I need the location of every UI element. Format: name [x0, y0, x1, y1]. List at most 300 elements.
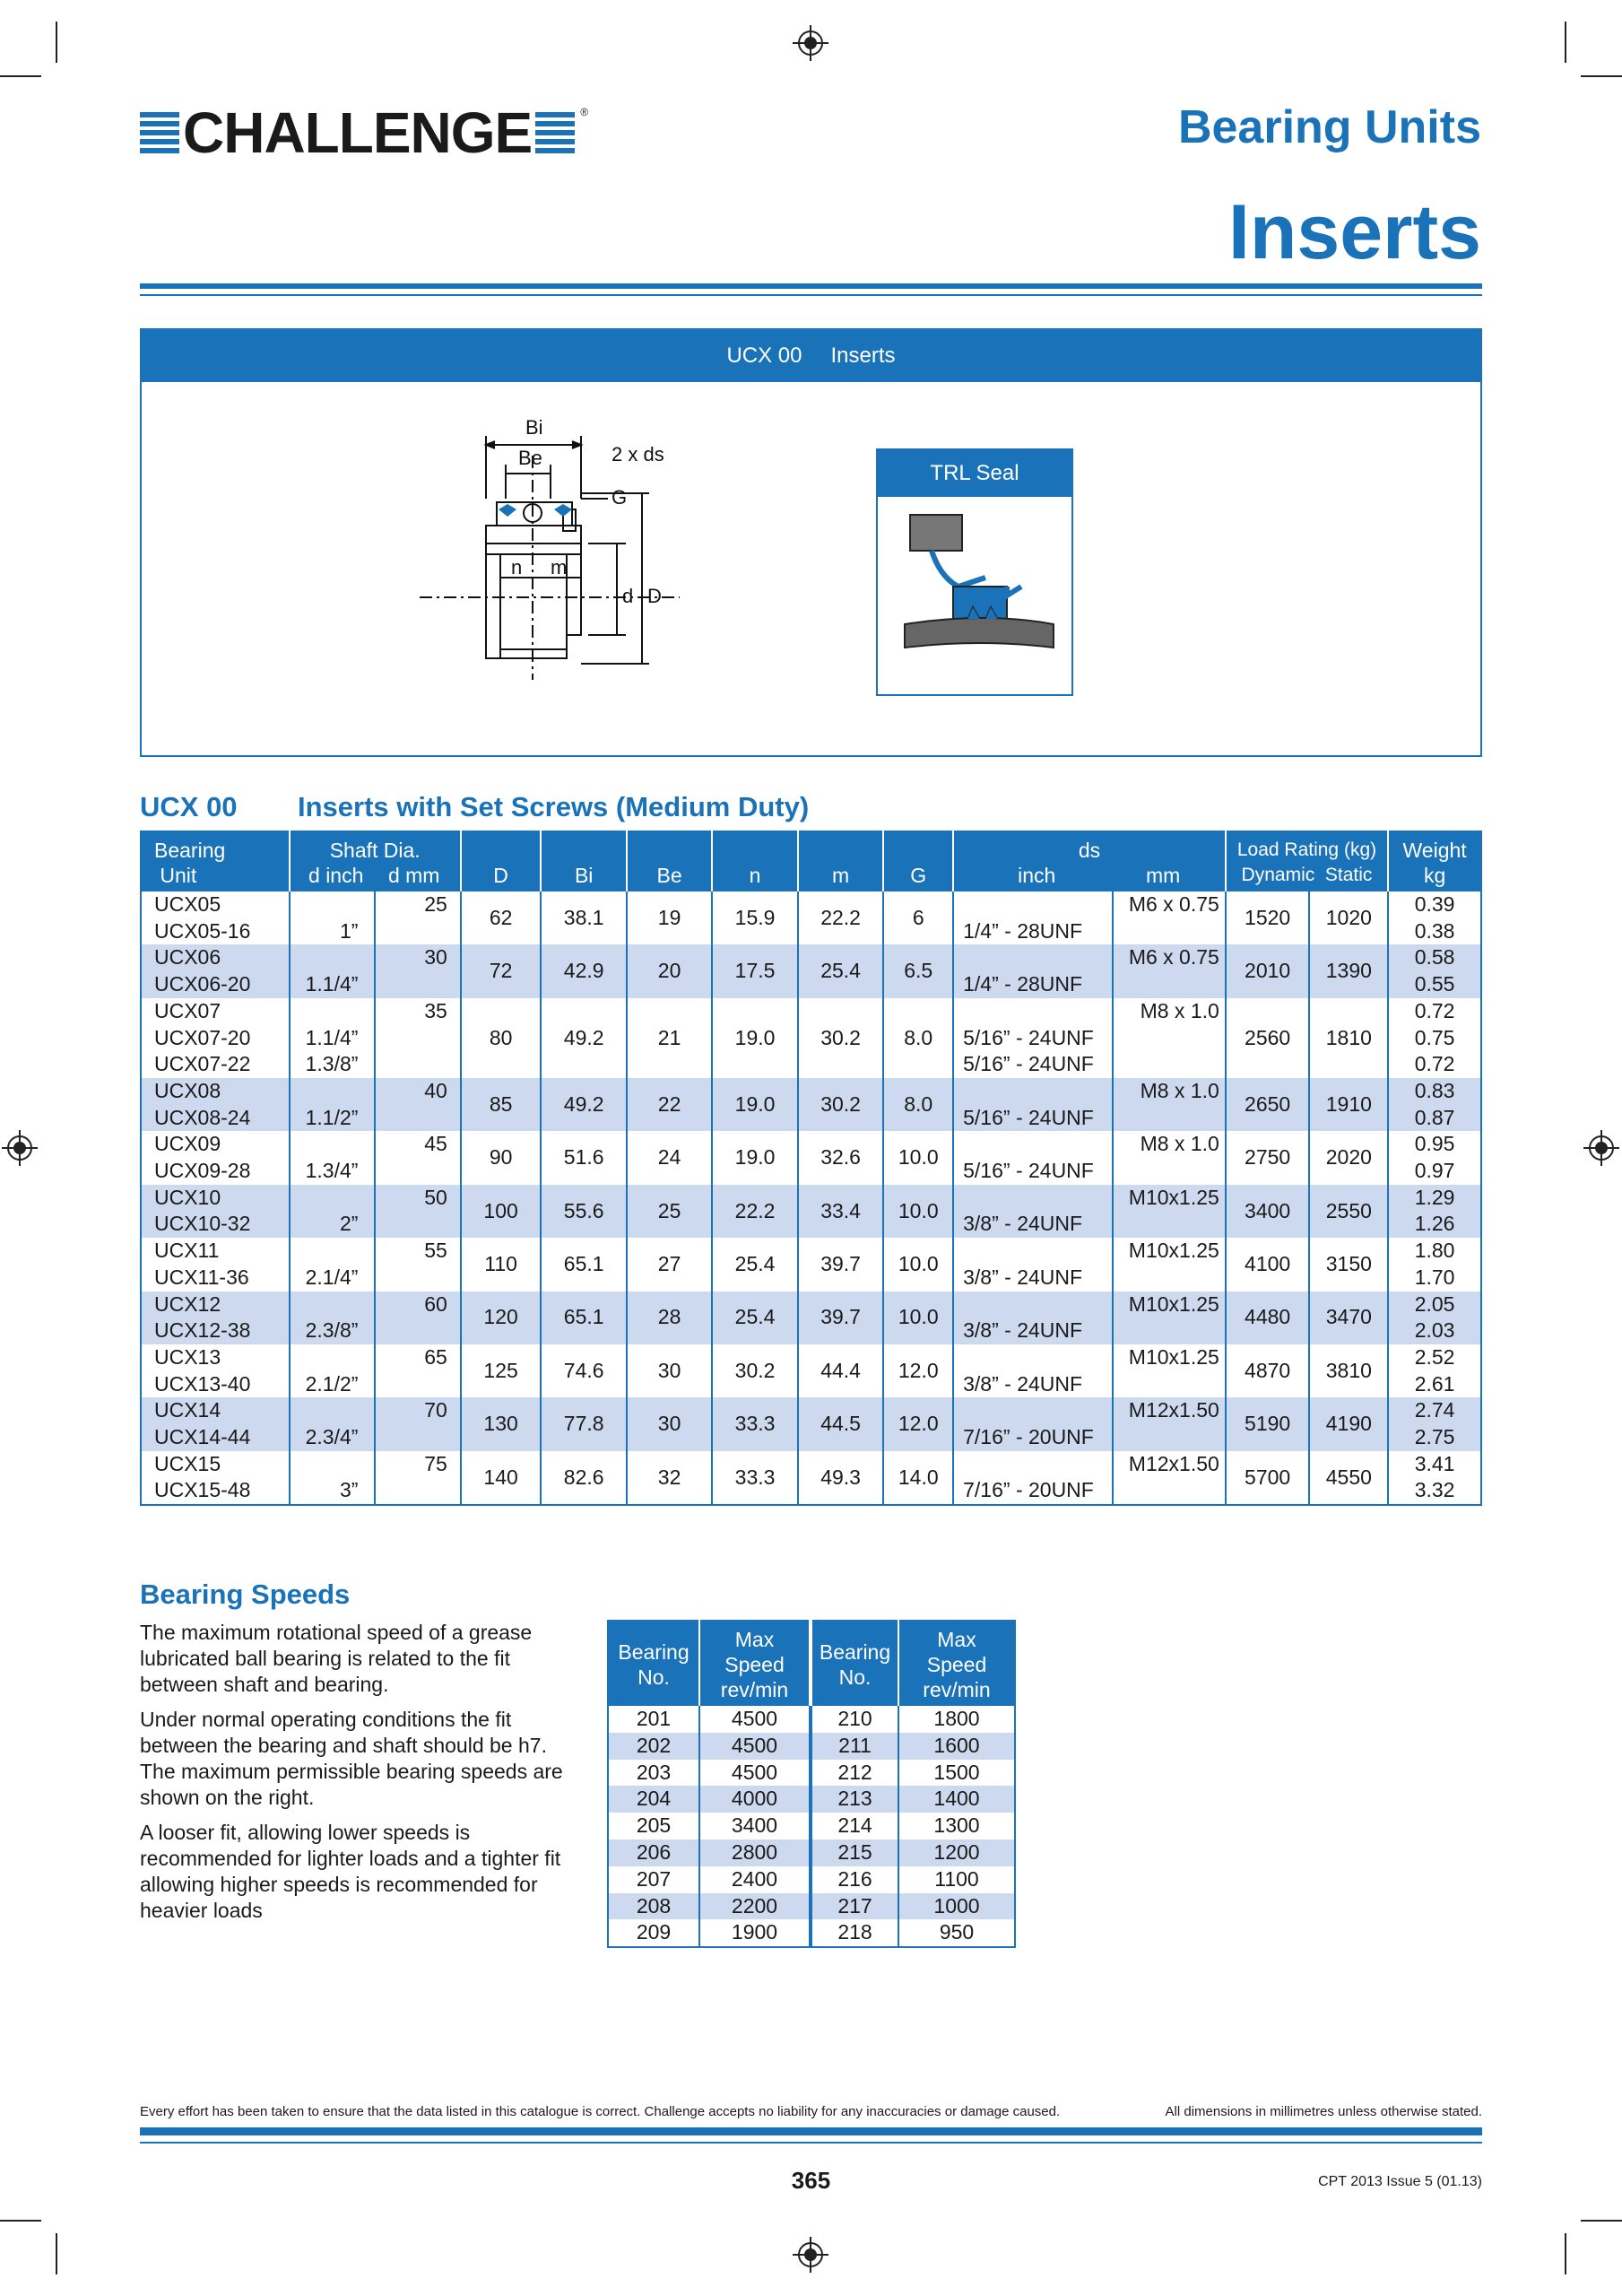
cell-bearing-no: 212: [811, 1760, 898, 1787]
cell-stat: 1020: [1309, 891, 1388, 944]
table-row: [608, 1919, 1015, 1947]
cell-bearing-no: 207: [636, 1866, 672, 1891]
cell-line: [1119, 1265, 1219, 1292]
footer-note: [140, 2104, 1482, 2119]
cell-mm: [375, 891, 460, 944]
cell-ds_mm: [1113, 944, 1226, 997]
cell-max-speed: 2400: [699, 1866, 811, 1893]
cell-G: 12.0: [883, 1344, 953, 1397]
cell-G: 10.0: [883, 1292, 953, 1344]
cell-ds_inch: [953, 1397, 1113, 1450]
crop-mark: [1565, 22, 1566, 63]
table-row: [608, 1866, 1015, 1893]
cell-line: [381, 918, 447, 945]
cell-line: 25: [424, 892, 447, 916]
cell-units: [141, 944, 290, 997]
cell-max-speed: 4500: [699, 1706, 811, 1733]
cell-mm: [375, 1131, 460, 1184]
col-ds: ds inch mm: [953, 831, 1226, 891]
cell-Bi: 42.9: [541, 944, 627, 997]
cell-line: 50: [424, 1185, 447, 1209]
cell-line: 2.1/2”: [305, 1371, 359, 1396]
col-bi: Bi: [541, 831, 627, 891]
cell-line: M10x1.25: [1128, 1239, 1219, 1263]
cell-ds_inch: [953, 891, 1113, 944]
cell-stat: 3810: [1309, 1344, 1388, 1397]
label-ds: 2 x ds: [612, 443, 664, 465]
cell-G: 6.5: [883, 944, 953, 997]
cell-line: 0.72: [1414, 998, 1455, 1022]
col-n: n: [712, 831, 798, 891]
table-row: [608, 1760, 1015, 1787]
cell-m: 44.5: [798, 1397, 884, 1450]
cell-line: 75: [424, 1451, 447, 1475]
cell-line: [381, 1265, 447, 1292]
table-row: [608, 1706, 1015, 1733]
col-shaft-dia: Shaft Dia. d inch d mm: [290, 831, 461, 891]
cell-line: [296, 891, 359, 918]
cell-G: 12.0: [883, 1397, 953, 1450]
cell-line: M12x1.50: [1128, 1398, 1219, 1422]
cell-Bi: 38.1: [541, 891, 627, 944]
brand-logo: [140, 100, 589, 165]
cell-line: [296, 1131, 359, 1158]
cell-max-speed: 950: [898, 1919, 1015, 1947]
cell-Be: 28: [627, 1292, 712, 1344]
cell-line: 0.72: [1414, 1052, 1455, 1076]
bearing-insert-drawing: [411, 420, 859, 725]
table-row: [141, 998, 1481, 1078]
diagram-panel: [140, 328, 1482, 757]
ucx-inserts-table: [140, 831, 1482, 1506]
cell-G: 8.0: [883, 998, 953, 1078]
cell-bearing-no: 217: [811, 1893, 898, 1920]
label-be: Be: [518, 447, 542, 469]
cell-bearing-no: 215: [811, 1839, 898, 1866]
cell-line: M6 x 0.75: [1128, 945, 1219, 970]
cell-D: 100: [461, 1185, 542, 1238]
cell-dyn: 4480: [1226, 1292, 1310, 1344]
registration-mark-icon: [1583, 1130, 1619, 1166]
table-row: [608, 1813, 1015, 1839]
cell-m: 30.2: [798, 998, 884, 1078]
speeds-paragraph: Under normal operating conditions the fit between the bearing and shaft should be h7. The maximum permissible bearing speeds are shown on the right.: [140, 1708, 563, 1809]
crop-mark: [1565, 2233, 1566, 2274]
cell-n: 33.3: [712, 1397, 798, 1450]
cell-m: 32.6: [798, 1131, 884, 1184]
col-bearing-no: Bearing No.: [811, 1621, 898, 1706]
cell-ds_inch: [953, 998, 1113, 1078]
cell-line: [1119, 1424, 1219, 1451]
cell-line: 1.26: [1414, 1212, 1455, 1236]
cell-n: 25.4: [712, 1238, 798, 1291]
cell-line: 0.75: [1414, 1025, 1455, 1049]
trl-seal-illustration: [878, 497, 1071, 685]
cell-line: [963, 1131, 1106, 1158]
cell-D: 62: [461, 891, 542, 944]
cell-Bi: 49.2: [541, 998, 627, 1078]
cell-line: 7/16” - 20UNF: [963, 1478, 1094, 1502]
col-max-speed: Max Speed rev/min: [898, 1621, 1015, 1706]
footer-rule: [140, 2142, 1482, 2144]
cell-line: 55: [424, 1239, 447, 1263]
cell-stat: 1390: [1309, 944, 1388, 997]
cell-stat: 1810: [1309, 998, 1388, 1078]
table-row: [141, 1344, 1481, 1397]
cell-line: 1.3/4”: [305, 1159, 359, 1183]
cell-line: [1119, 1158, 1219, 1185]
cell-line: UCX08: [154, 1078, 221, 1102]
cell-line: [296, 944, 359, 971]
cell-line: UCX14: [154, 1398, 221, 1422]
crop-mark: [0, 2220, 41, 2222]
speeds-text: [140, 1620, 570, 1933]
page-subtitle: Bearing Units: [1177, 101, 1481, 153]
cell-line: 1.3/8”: [305, 1052, 359, 1076]
table-row: [141, 1292, 1481, 1344]
cell-ds_mm: [1113, 1238, 1226, 1291]
cell-D: 125: [461, 1344, 542, 1397]
cell-ds_mm: [1113, 1078, 1226, 1131]
cell-ds_inch: [953, 1238, 1113, 1291]
crop-mark: [1581, 75, 1622, 77]
cell-m: 30.2: [798, 1078, 884, 1131]
cell-line: [963, 1078, 1106, 1105]
cell-m: 33.4: [798, 1185, 884, 1238]
cell-max-speed: 4500: [699, 1733, 811, 1760]
cell-Be: 22: [627, 1078, 712, 1131]
cell-wt: [1388, 1397, 1481, 1450]
cell-mm: [375, 1292, 460, 1344]
cell-max-speed: 1300: [898, 1813, 1015, 1839]
cell-line: [963, 1397, 1106, 1424]
diagram-panel-heading: [142, 330, 1480, 382]
units-note: All dimensions in millimetres unless otherwise stated.: [1165, 2104, 1482, 2119]
table-row: [608, 1733, 1015, 1760]
table-row: [608, 1893, 1015, 1920]
col-bearing-unit: Bearing Unit: [141, 831, 290, 891]
cell-units: [141, 1344, 290, 1397]
cell-line: 1”: [339, 918, 359, 943]
cell-line: [1119, 1105, 1219, 1132]
cell-m: 49.3: [798, 1451, 884, 1505]
label-g: G: [612, 486, 628, 509]
cell-line: 45: [424, 1132, 447, 1156]
cell-line: 1.1/4”: [305, 1025, 359, 1049]
diagram-label: Inserts: [830, 344, 896, 368]
registration-mark-icon: [2, 1130, 38, 1166]
cell-bearing-no: 203: [636, 1760, 672, 1784]
table-row: [141, 944, 1481, 997]
cell-max-speed: 1400: [898, 1786, 1015, 1813]
issue-code: CPT 2013 Issue 5 (01.13): [1318, 2174, 1482, 2189]
cell-stat: 3150: [1309, 1238, 1388, 1291]
cell-inch: [290, 1238, 376, 1291]
cell-Bi: 77.8: [541, 1397, 627, 1450]
cell-dyn: 5700: [1226, 1451, 1310, 1505]
cell-D: 80: [461, 998, 542, 1078]
cell-wt: [1388, 1451, 1481, 1505]
cell-stat: 2550: [1309, 1185, 1388, 1238]
cell-line: [381, 971, 447, 998]
cell-line: 3.41: [1414, 1451, 1455, 1475]
cell-units: [141, 998, 290, 1078]
cell-max-speed: 1600: [898, 1733, 1015, 1760]
cell-D: 85: [461, 1078, 542, 1131]
cell-G: 8.0: [883, 1078, 953, 1131]
cell-max-speed: 1100: [898, 1866, 1015, 1893]
speeds-paragraph: The maximum rotational speed of a grease lubricated ball bearing is related to the fit between shaft and bearing.: [140, 1621, 533, 1696]
cell-line: 3/8” - 24UNF: [963, 1371, 1083, 1396]
cell-n: 19.0: [712, 1078, 798, 1131]
logo-bars-icon: [140, 112, 179, 153]
cell-line: 7/16” - 20UNF: [963, 1425, 1094, 1449]
cell-inch: [290, 1078, 376, 1131]
crop-mark: [0, 75, 41, 77]
cell-line: UCX06-20: [154, 972, 251, 996]
cell-max-speed: 2800: [699, 1839, 811, 1866]
cell-line: [296, 1078, 359, 1105]
cell-line: [381, 1424, 447, 1451]
col-m: m: [798, 831, 884, 891]
header-rule: [140, 283, 1482, 289]
cell-line: [381, 1477, 447, 1504]
cell-line: [381, 1158, 447, 1185]
cell-inch: [290, 1344, 376, 1397]
page-title: Inserts: [1227, 189, 1481, 275]
cell-dyn: 3400: [1226, 1185, 1310, 1238]
cell-ds_inch: [953, 1344, 1113, 1397]
cell-wt: [1388, 944, 1481, 997]
cell-line: [963, 1451, 1106, 1478]
cell-D: 120: [461, 1292, 542, 1344]
cell-ds_mm: [1113, 1131, 1226, 1184]
cell-D: 130: [461, 1397, 542, 1450]
cell-dyn: 4870: [1226, 1344, 1310, 1397]
cell-units: [141, 1185, 290, 1238]
table-row: [141, 891, 1481, 944]
cell-stat: 3470: [1309, 1292, 1388, 1344]
cell-line: [963, 1185, 1106, 1212]
speeds-paragraph: A looser fit, allowing lower speeds is recommended for lighter loads and a tighter fit allowing higher speeds is recommended for heavier loads: [140, 1821, 561, 1922]
cell-m: 25.4: [798, 944, 884, 997]
cell-max-speed: 4500: [699, 1760, 811, 1787]
cell-bearing-no: 206: [608, 1839, 699, 1866]
cell-ds_inch: [953, 1078, 1113, 1131]
cell-max-speed: 4000: [699, 1786, 811, 1813]
cell-line: 0.83: [1414, 1078, 1455, 1102]
cell-line: 3/8” - 24UNF: [963, 1265, 1083, 1289]
cell-line: 1.1/2”: [305, 1105, 359, 1129]
table-row: [608, 1839, 1015, 1866]
cell-line: UCX09: [154, 1132, 221, 1156]
cell-bearing-no: 204: [608, 1786, 699, 1813]
cell-max-speed: 1500: [898, 1760, 1015, 1787]
cell-line: 65: [424, 1344, 447, 1369]
cell-ds_mm: [1113, 1344, 1226, 1397]
cell-D: 140: [461, 1451, 542, 1505]
cell-line: [381, 1211, 447, 1238]
registration-mark-icon: [793, 2237, 828, 2273]
cell-bearing-no: 209: [636, 1920, 672, 1944]
cell-ds_inch: [953, 1185, 1113, 1238]
col-g: G: [883, 831, 953, 891]
cell-ds_mm: [1113, 891, 1226, 944]
cell-line: UCX05-16: [154, 918, 251, 943]
cell-line: [1119, 1318, 1219, 1344]
cell-Bi: 65.1: [541, 1238, 627, 1291]
cell-line: M8 x 1.0: [1140, 998, 1219, 1022]
table-row: [608, 1786, 1015, 1813]
cell-inch: [290, 1451, 376, 1505]
table-row: [141, 1131, 1481, 1184]
col-be: Be: [627, 831, 712, 891]
cell-line: [963, 891, 1106, 918]
cell-n: 22.2: [712, 1185, 798, 1238]
cell-line: UCX07-22: [154, 1052, 251, 1076]
cell-max-speed: 1800: [898, 1706, 1015, 1733]
cell-ds_mm: [1113, 1185, 1226, 1238]
cell-inch: [290, 944, 376, 997]
cell-line: [963, 1292, 1106, 1318]
cell-wt: [1388, 1131, 1481, 1184]
speeds-table: [607, 1620, 1016, 1948]
crop-mark: [1581, 2220, 1622, 2222]
cell-wt: [1388, 891, 1481, 944]
cell-m: 39.7: [798, 1238, 884, 1291]
cell-Bi: 74.6: [541, 1344, 627, 1397]
cell-line: UCX11-36: [154, 1265, 249, 1289]
cell-dyn: 5190: [1226, 1397, 1310, 1450]
cell-n: 19.0: [712, 1131, 798, 1184]
cell-max-speed: 1200: [898, 1839, 1015, 1866]
cell-line: 3”: [339, 1478, 359, 1502]
cell-line: 1/4” - 28UNF: [963, 918, 1083, 943]
cell-D: 110: [461, 1238, 542, 1291]
col-bearing-no: Bearing No.: [608, 1621, 699, 1706]
speeds-title: Bearing Speeds: [140, 1578, 351, 1610]
cell-line: [963, 944, 1106, 971]
trl-seal-box: [876, 448, 1073, 696]
cell-Bi: 51.6: [541, 1131, 627, 1184]
cell-stat: 1910: [1309, 1078, 1388, 1131]
cell-Bi: 55.6: [541, 1185, 627, 1238]
cell-Be: 30: [627, 1397, 712, 1450]
cell-line: [963, 998, 1106, 1025]
cell-line: M10x1.25: [1128, 1344, 1219, 1369]
cell-line: UCX09-28: [154, 1159, 251, 1183]
cell-line: 5/16” - 24UNF: [963, 1052, 1094, 1076]
cell-line: [296, 1344, 359, 1371]
cell-line: 1/4” - 28UNF: [963, 972, 1083, 996]
cell-dyn: 2560: [1226, 998, 1310, 1078]
cell-bearing-no: 202: [608, 1733, 699, 1760]
col-d: D: [461, 831, 542, 891]
cell-Be: 24: [627, 1131, 712, 1184]
cell-line: [381, 1318, 447, 1344]
cell-G: 10.0: [883, 1131, 953, 1184]
cell-line: 2.3/4”: [305, 1425, 359, 1449]
cell-line: 2.05: [1414, 1292, 1455, 1316]
cell-line: 0.38: [1414, 918, 1455, 943]
cell-mm: [375, 1238, 460, 1291]
cell-line: 2.03: [1414, 1318, 1455, 1343]
cell-n: 19.0: [712, 998, 798, 1078]
cell-bearing-no: 211: [811, 1733, 898, 1760]
cell-line: 1.29: [1414, 1185, 1455, 1209]
cell-line: [381, 1051, 447, 1078]
cell-line: [296, 1292, 359, 1318]
cell-bearing-no: 201: [636, 1707, 672, 1730]
cell-D: 72: [461, 944, 542, 997]
cell-line: 40: [424, 1078, 447, 1102]
cell-line: [963, 1344, 1106, 1371]
cell-wt: [1388, 1078, 1481, 1131]
cell-line: M8 x 1.0: [1140, 1078, 1219, 1102]
cell-line: [1119, 1211, 1219, 1238]
cell-Be: 30: [627, 1344, 712, 1397]
cell-units: [141, 891, 290, 944]
cell-dyn: 2650: [1226, 1078, 1310, 1131]
cell-line: [1119, 1051, 1219, 1078]
cell-line: 2.75: [1414, 1425, 1455, 1449]
cell-m: 39.7: [798, 1292, 884, 1344]
cell-Be: 27: [627, 1238, 712, 1291]
crop-mark: [56, 2233, 57, 2274]
cell-line: 0.55: [1414, 972, 1455, 996]
label-n: n: [511, 556, 523, 578]
cell-bearing-no: 216: [811, 1866, 898, 1893]
cell-max-speed: 2200: [699, 1893, 811, 1920]
cell-dyn: 1520: [1226, 891, 1310, 944]
cell-ds_mm: [1113, 1451, 1226, 1505]
cell-units: [141, 1451, 290, 1505]
cell-line: 60: [424, 1292, 447, 1316]
cell-line: 2.74: [1414, 1398, 1455, 1422]
cell-line: [1119, 1477, 1219, 1504]
table-row: [141, 1238, 1481, 1291]
label-m: m: [551, 556, 568, 578]
cell-line: UCX15-48: [154, 1478, 251, 1502]
cell-line: UCX13-40: [154, 1371, 251, 1396]
cell-line: 1.1/4”: [305, 972, 359, 996]
cell-line: 35: [424, 998, 447, 1022]
footer-rule: [140, 2127, 1482, 2135]
cell-line: M10x1.25: [1128, 1292, 1219, 1316]
cell-inch: [290, 1131, 376, 1184]
cell-mm: [375, 944, 460, 997]
cell-line: M8 x 1.0: [1140, 1132, 1219, 1156]
cell-line: [296, 1451, 359, 1478]
cell-line: UCX08-24: [154, 1105, 251, 1129]
label-d-large: D: [647, 585, 662, 607]
cell-bearing-no: 210: [811, 1706, 898, 1733]
col-max-speed: Max Speed rev/min: [699, 1621, 811, 1706]
cell-line: [296, 998, 359, 1025]
cell-mm: [375, 1344, 460, 1397]
cell-line: [381, 1371, 447, 1398]
cell-dyn: 4100: [1226, 1238, 1310, 1291]
cell-wt: [1388, 1185, 1481, 1238]
cell-line: [381, 1025, 447, 1052]
cell-G: 10.0: [883, 1185, 953, 1238]
label-d-small: d: [622, 585, 634, 607]
registered-mark: ®: [580, 106, 589, 118]
crop-mark: [56, 22, 57, 63]
cell-bearing-no: 214: [811, 1813, 898, 1839]
cell-line: UCX06: [154, 945, 221, 970]
cell-G: 14.0: [883, 1451, 953, 1505]
